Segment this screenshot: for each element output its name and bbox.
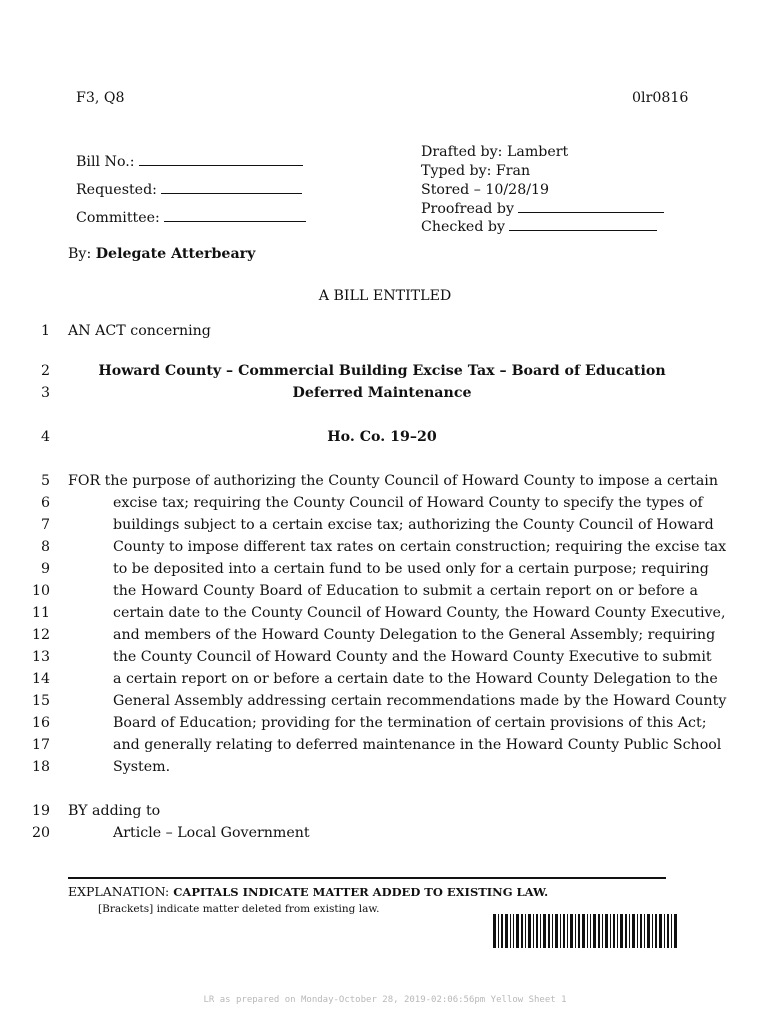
line-number: 6	[40, 495, 50, 511]
checked-field	[421, 218, 657, 236]
explanation-line	[68, 884, 548, 900]
barcode	[493, 914, 679, 948]
proofread-field	[421, 200, 664, 218]
line-number: 9	[40, 561, 50, 577]
explanation-capitals: CAPITALS INDICATE MATTER ADDED TO EXISTING LAW.	[173, 885, 549, 899]
bill-title-line-2: Deferred Maintenance	[292, 385, 472, 401]
purpose-line: General Assembly addressing certain recommendations made by the Howard County	[113, 693, 727, 709]
sponsor-name: Delegate Atterbeary	[95, 246, 256, 262]
line-number: 20	[31, 825, 50, 841]
line-number: 14	[31, 671, 50, 687]
bill-entitled-heading: A BILL ENTITLED	[318, 288, 452, 304]
purpose-line: the Howard County Board of Education to submit a certain report on or before a	[113, 583, 698, 599]
sponsor-line	[68, 245, 255, 263]
proofread-label: Proofread by	[421, 201, 514, 217]
by-adding-to: BY adding to	[68, 803, 161, 819]
purpose-line: County to impose different tax rates on certain construction; requiring the excise tax	[113, 539, 727, 555]
file-code-left: F3, Q8	[76, 90, 125, 106]
bill-no-field	[76, 153, 303, 171]
line-number: 13	[31, 649, 50, 665]
typed-by: Typed by: Fran	[421, 163, 531, 179]
checked-blank	[509, 218, 657, 231]
purpose-line: a certain report on or before a certain date to the Howard County Delegation to the	[113, 671, 718, 687]
line-number: 8	[40, 539, 50, 555]
line-number: 15	[31, 693, 50, 709]
purpose-line: and members of the Howard County Delegation to the General Assembly; requiring	[113, 627, 716, 643]
stored-date: Stored – 10/28/19	[421, 182, 550, 198]
committee-label: Committee:	[76, 210, 160, 226]
requested-blank	[161, 181, 302, 194]
committee-blank	[164, 209, 306, 222]
committee-field	[76, 209, 306, 227]
article-reference: Article – Local Government	[113, 825, 310, 841]
line-number: 5	[40, 473, 50, 489]
line-number: 10	[31, 583, 50, 599]
line-number: 1	[40, 323, 50, 339]
file-code-right: 0lr0816	[632, 90, 689, 106]
line-number: 17	[31, 737, 50, 753]
line-number: 7	[40, 517, 50, 533]
bill-no-blank	[139, 153, 303, 166]
line-number: 3	[40, 385, 50, 401]
purpose-line: System.	[113, 759, 171, 775]
explanation-label: EXPLANATION:	[68, 884, 170, 899]
explanation-brackets: [Brackets] indicate matter deleted from existing law.	[98, 903, 380, 915]
checked-label: Checked by	[421, 219, 506, 235]
requested-field	[76, 181, 302, 199]
bill-no-label: Bill No.:	[76, 154, 135, 170]
purpose-line: FOR the purpose of authorizing the County Council of Howard County to impose a certain	[68, 473, 718, 489]
line-number: 2	[40, 363, 50, 379]
line-number: 16	[31, 715, 50, 731]
purpose-line: certain date to the County Council of Howard County, the Howard County Executive,	[113, 605, 726, 621]
footer-status: LR as prepared on Monday-October 28, 2019-02:06:56pm Yellow Sheet 1	[203, 995, 567, 1005]
purpose-line: excise tax; requiring the County Council of Howard County to specify the types of	[113, 495, 703, 511]
line-number: 12	[31, 627, 50, 643]
purpose-line: buildings subject to a certain excise tax; authorizing the County Council of Howard	[113, 517, 714, 533]
line-number: 19	[31, 803, 50, 819]
line-number: 11	[31, 605, 50, 621]
requested-label: Requested:	[76, 182, 157, 198]
sponsor-label: By:	[68, 246, 92, 262]
purpose-line: and generally relating to deferred maintenance in the Howard County Public School	[113, 737, 722, 753]
bill-title-line-1: Howard County – Commercial Building Excise Tax – Board of Education	[98, 363, 666, 379]
act-concerning: AN ACT concerning	[68, 323, 211, 339]
line-number: 18	[31, 759, 50, 775]
line-number: 4	[40, 429, 50, 445]
bill-code: Ho. Co. 19–20	[327, 429, 437, 445]
proofread-blank	[518, 200, 664, 213]
explanation-divider	[68, 877, 666, 879]
drafted-by: Drafted by: Lambert	[421, 144, 569, 160]
purpose-line: to be deposited into a certain fund to be used only for a certain purpose; requiring	[113, 561, 709, 577]
purpose-line: the County Council of Howard County and the Howard County Executive to submit	[113, 649, 712, 665]
purpose-line: Board of Education; providing for the termination of certain provisions of this Act;	[113, 715, 707, 731]
